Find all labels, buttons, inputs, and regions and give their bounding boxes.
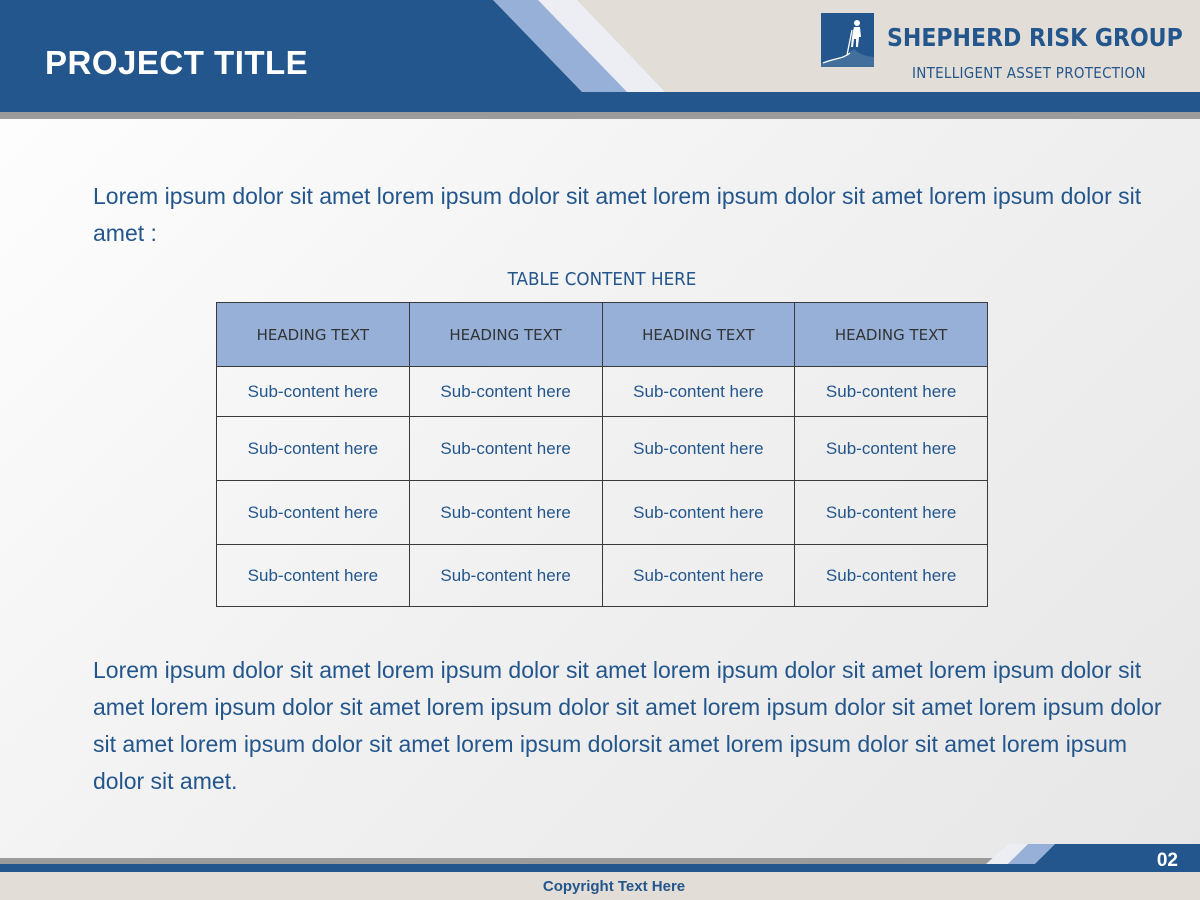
table-row bbox=[217, 367, 988, 417]
figure-on-cliff-icon bbox=[821, 13, 874, 67]
body-paragraph: Lorem ipsum dolor sit amet lorem ipsum dolor sit amet lorem ipsum dolor sit amet lorem ipsum dolor sit amet lorem ipsum dolor sit amet lorem ipsum dolor sit amet lorem ipsum dolor sit amet lorem ipsum dolor sit amet lorem ipsum dolor sit amet lorem ipsum dolorsit amet lorem ipsum dolor sit amet lorem ipsum dolor sit amet. bbox=[93, 657, 1162, 794]
table-cell: Sub-content here bbox=[409, 367, 602, 417]
table-cell: Sub-content here bbox=[795, 367, 988, 417]
table-row bbox=[217, 545, 988, 607]
table-cell: Sub-content here bbox=[217, 481, 410, 545]
slide-footer bbox=[0, 838, 1200, 900]
table-caption: TABLE CONTENT HERE bbox=[507, 269, 697, 290]
table-row bbox=[217, 481, 988, 545]
content-table bbox=[216, 302, 988, 607]
table-cell: Sub-content here bbox=[795, 481, 988, 545]
company-name: SHEPHERD RISK GROUP bbox=[887, 23, 1183, 52]
intro-paragraph: Lorem ipsum dolor sit amet lorem ipsum dolor sit amet lorem ipsum dolor sit amet lorem ipsum dolor sit amet : bbox=[93, 183, 1142, 246]
slide-header bbox=[0, 0, 1200, 120]
company-logo bbox=[821, 13, 1191, 85]
table-cell: Sub-content here bbox=[602, 545, 795, 607]
table-header-row bbox=[217, 303, 988, 367]
page-number: 02 bbox=[1156, 850, 1178, 871]
company-tagline: INTELLIGENT ASSET PROTECTION bbox=[912, 64, 1146, 82]
table-cell: Sub-content here bbox=[602, 367, 795, 417]
table-heading: HEADING TEXT bbox=[217, 303, 410, 367]
table-cell: Sub-content here bbox=[795, 545, 988, 607]
table-cell: Sub-content here bbox=[795, 417, 988, 481]
copyright-text: Copyright Text Here bbox=[542, 878, 686, 895]
table-cell: Sub-content here bbox=[217, 367, 410, 417]
table-heading: HEADING TEXT bbox=[602, 303, 795, 367]
table-cell: Sub-content here bbox=[409, 481, 602, 545]
table-cell: Sub-content here bbox=[217, 417, 410, 481]
table-cell: Sub-content here bbox=[602, 481, 795, 545]
table-cell: Sub-content here bbox=[409, 545, 602, 607]
table-cell: Sub-content here bbox=[217, 545, 410, 607]
table-row bbox=[217, 417, 988, 481]
table-heading: HEADING TEXT bbox=[409, 303, 602, 367]
table-cell: Sub-content here bbox=[409, 417, 602, 481]
table-cell: Sub-content here bbox=[602, 417, 795, 481]
table-heading: HEADING TEXT bbox=[795, 303, 988, 367]
project-title: PROJECT TITLE bbox=[45, 44, 309, 81]
